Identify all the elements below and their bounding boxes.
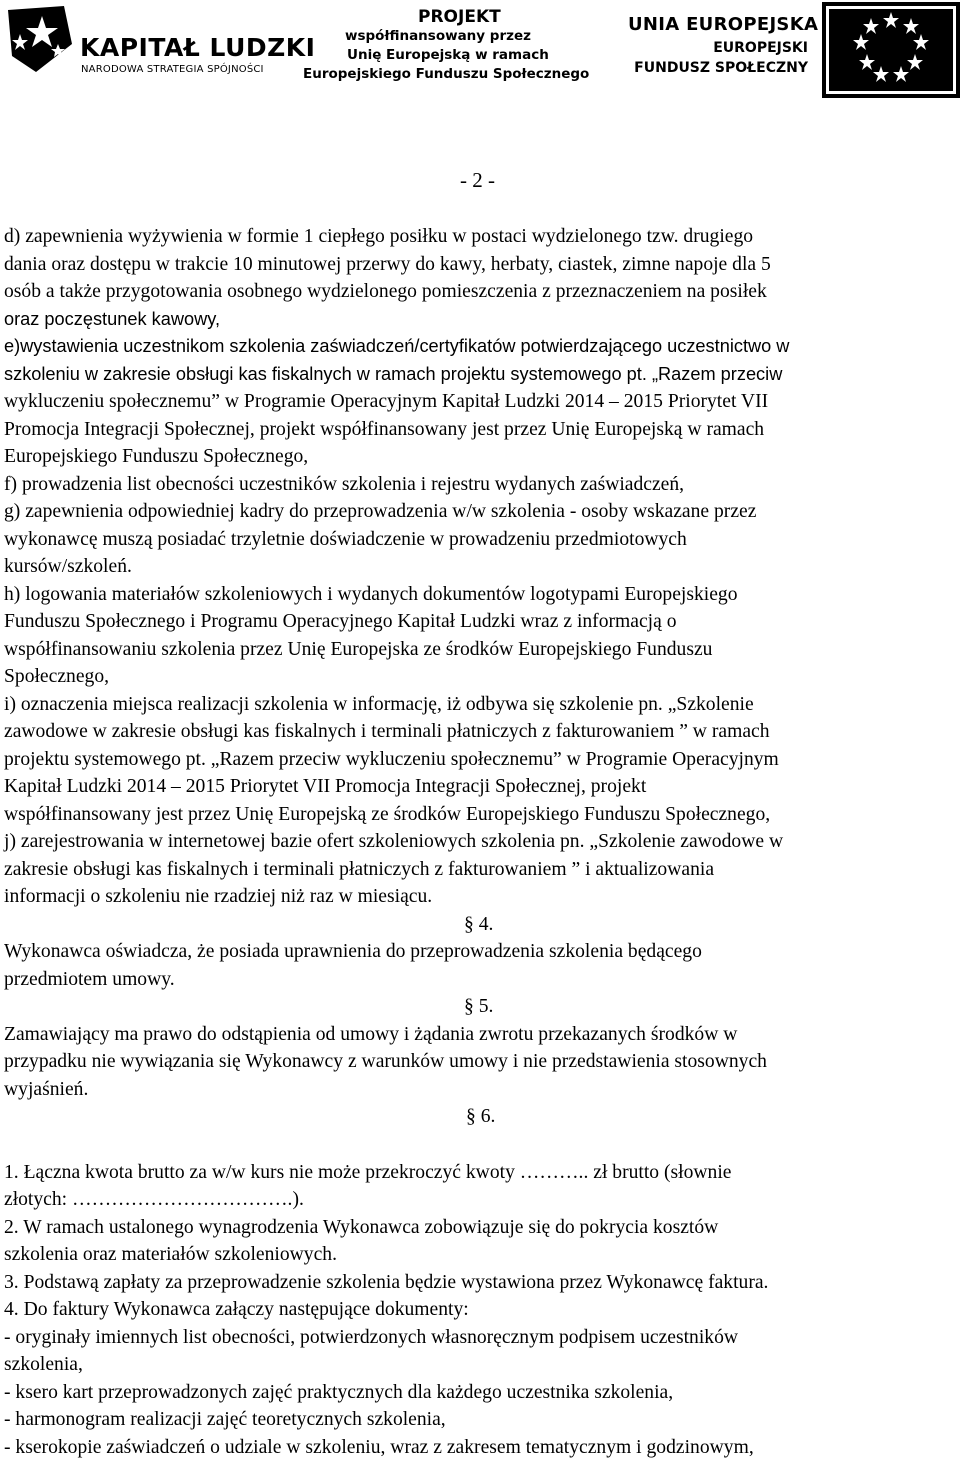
text-line: zakresie obsługi kas fiskalnych i terminali płatniczych z fakturowaniem ” i aktualizowania <box>4 856 948 884</box>
eu-fund-line: FUNDUSZ SPOŁECZNY <box>628 58 808 78</box>
text-line: h) logowania materiałów szkoleniowych i wydanych dokumentów logotypami Europejskiego <box>4 581 948 609</box>
project-heading: PROJEKT <box>300 8 620 27</box>
text-line: przedmiotem umowy. <box>4 966 948 994</box>
text-line: szkoleniu w zakresie obsługi kas fiskalnych w ramach projektu systemowego pt. „Razem przeciw <box>4 361 948 389</box>
text-line: i) oznaczenia miejsca realizacji szkolenia w informację, iż odbywa się szkolenie pn. „Szkolenie <box>4 691 948 719</box>
text-line: przypadku nie wywiązania się Wykonawcy z warunków umowy i nie przedstawienia stosownych <box>4 1048 948 1076</box>
text-line: współfinansowany jest przez Unię Europejską ze środków Europejskiego Funduszu Społecznego, <box>4 801 948 829</box>
text-line: g) zapewnienia odpowiedniej kadry do przeprowadzenia w/w szkolenia - osoby wskazane przez <box>4 498 948 526</box>
text-line: Wykonawca oświadcza, że posiada uprawnienia do przeprowadzenia szkolenia będącego <box>4 938 948 966</box>
text-line: d) zapewnienia wyżywienia w formie 1 ciepłego posiłku w postaci wydzielonego tzw. drugiego <box>4 223 948 251</box>
text-line: zawodowe w zakresie obsługi kas fiskalnych i terminali płatniczych z fakturowaniem ” w ramach <box>4 718 948 746</box>
text-line: e)wystawienia uczestnikom szkolenia zaświadczeń/certyfikatów potwierdzającego uczestnictwo w <box>4 333 948 361</box>
text-line: Promocja Integracji Społecznej, projekt współfinansowany jest przez Unię Europejską w ramach <box>4 416 948 444</box>
kapital-ludzki-subtitle: NARODOWA STRATEGIA SPÓJNOŚCI <box>81 64 264 75</box>
text-line: oraz poczęstunek kawowy, <box>4 306 948 334</box>
section-heading: § 4. <box>4 911 948 939</box>
blank-line <box>4 1131 948 1159</box>
text-line: współfinansowaniu szkolenia przez Unię Europejska ze środków Europejskiego Funduszu <box>4 636 948 664</box>
text-line: informacji o szkoleniu nie rzadziej niż raz w miesiącu. <box>4 883 948 911</box>
text-line: 3. Podstawą zapłaty za przeprowadzenie szkolenia będzie wystawiona przez Wykonawcę faktura. <box>4 1269 948 1297</box>
project-line: Europejskiego Funduszu Społecznego <box>300 65 620 84</box>
kapital-ludzki-title: KAPITAŁ LUDZKI <box>80 33 315 62</box>
eu-title: UNIA EUROPEJSKA <box>628 14 808 36</box>
text-line: Społecznego, <box>4 663 948 691</box>
text-line: Funduszu Społecznego i Programu Operacyjnego Kapitał Ludzki wraz z informacją o <box>4 608 948 636</box>
text-line: f) prowadzenia list obecności uczestników szkolenia i rejestru wydanych zaświadczeń, <box>4 471 948 499</box>
text-line: 2. W ramach ustalonego wynagrodzenia Wykonawca zobowiązuje się do pokrycia kosztów <box>4 1214 948 1242</box>
text-line: wyjaśnień. <box>4 1076 948 1104</box>
text-line: szkolenia, <box>4 1351 948 1379</box>
text-line: złotych: …………………………….). <box>4 1186 948 1214</box>
text-line: osób a także przygotowania osobnego wydzielonego pomieszczenia z przeznaczeniem na posiłek <box>4 278 948 306</box>
text-line: projektu systemowego pt. „Razem przeciw wykluczeniu społecznemu” w Programie Operacyjnym <box>4 746 948 774</box>
text-line: dania oraz dostępu w trakcie 10 minutowej przerwy do kawy, herbaty, ciastek, zimne napoje dla 5 <box>4 251 948 279</box>
text-line: 4. Do faktury Wykonawca załączy następujące dokumenty: <box>4 1296 948 1324</box>
project-line: Unię Europejską w ramach <box>300 46 620 65</box>
eu-fund-line: EUROPEJSKI <box>628 38 808 58</box>
text-line: 1. Łączna kwota brutto za w/w kurs nie może przekroczyć kwoty ……….. zł brutto (słownie <box>4 1159 948 1187</box>
text-line: Kapitał Ludzki 2014 – 2015 Priorytet VII Promocja Integracji Społecznej, projekt <box>4 773 948 801</box>
text-line: - harmonogram realizacji zajęć teoretycznych szkolenia, <box>4 1406 948 1434</box>
text-line: - ksero kart przeprowadzonych zajęć praktycznych dla każdego uczestnika szkolenia, <box>4 1379 948 1407</box>
page-number: - 2 - <box>460 168 495 193</box>
project-line: współfinansowany przez <box>300 27 620 46</box>
text-line: j) zarejestrowania w internetowej bazie ofert szkoleniowych szkolenia pn. „Szkolenie zawodowe w <box>4 828 948 856</box>
project-cofinancing-note <box>300 8 620 84</box>
text-line: szkolenia oraz materiałów szkoleniowych. <box>4 1241 948 1269</box>
section-heading: § 5. <box>4 993 948 1021</box>
text-line: - oryginały imiennych list obecności, potwierdzonych własnoręcznym podpisem uczestników <box>4 1324 948 1352</box>
text-line: - kserokopie zaświadczeń o udziale w szkoleniu, wraz z zakresem tematycznym i godzinowym, <box>4 1434 948 1461</box>
kapital-ludzki-emblem-icon <box>6 4 76 74</box>
section-heading: § 6. <box>4 1103 948 1131</box>
text-line: wykonawcę muszą posiadać trzyletnie doświadczenie w prowadzeniu przedmiotowych <box>4 526 948 554</box>
text-line: wykluczeniu społecznemu” w Programie Operacyjnym Kapitał Ludzki 2014 – 2015 Priorytet VII <box>4 388 948 416</box>
page-header <box>0 0 960 110</box>
document-body <box>4 223 948 1461</box>
text-line: kursów/szkoleń. <box>4 553 948 581</box>
eu-flag-icon <box>822 2 960 98</box>
text-line: Zamawiający ma prawo do odstąpienia od umowy i żądania zwrotu przekazanych środków w <box>4 1021 948 1049</box>
eu-fund-logo <box>628 14 808 78</box>
text-line: Europejskiego Funduszu Społecznego, <box>4 443 948 471</box>
